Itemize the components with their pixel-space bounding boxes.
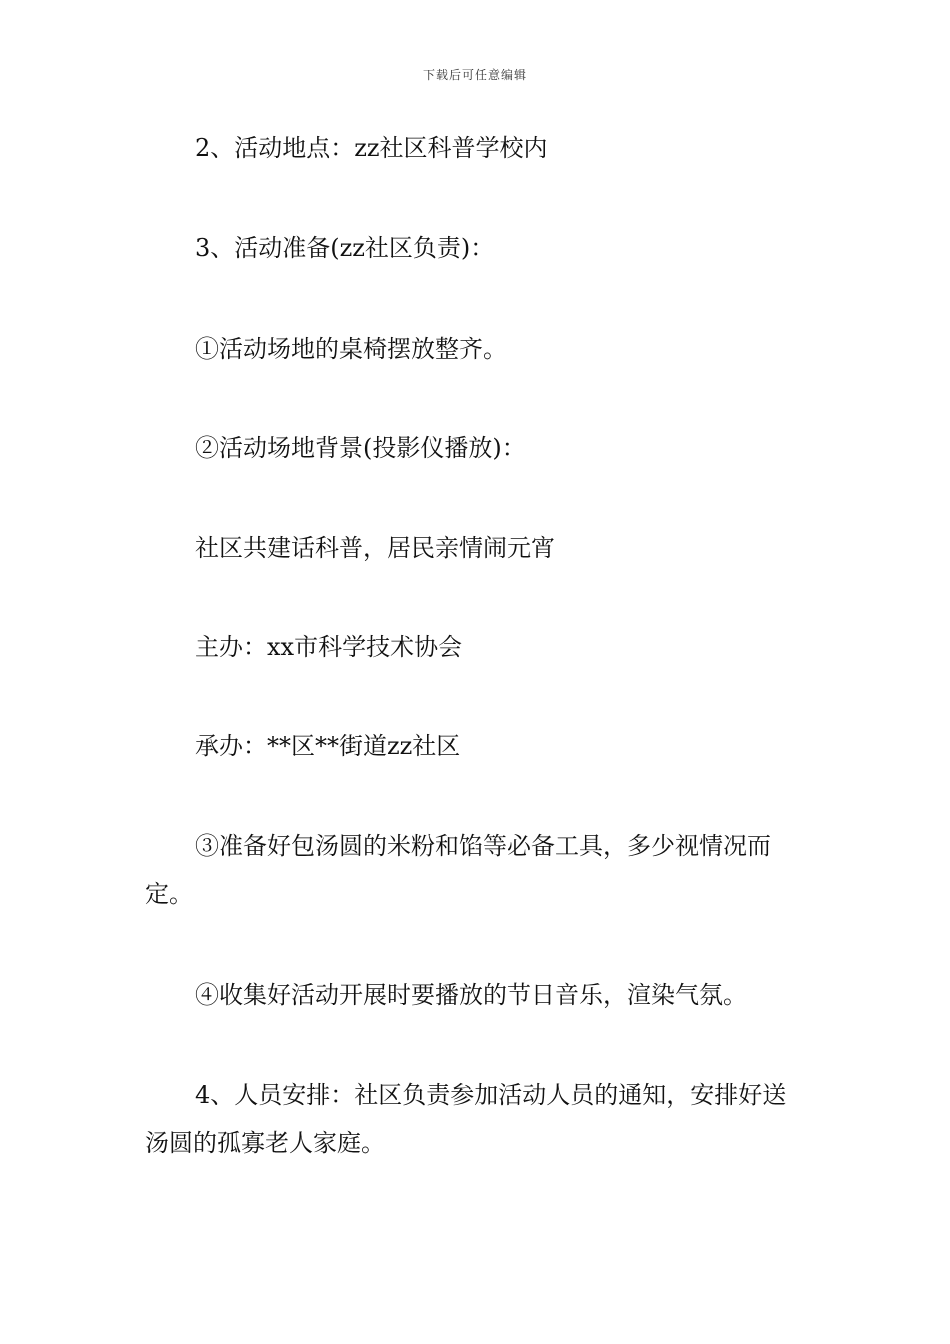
paragraph-item-1: ①活动场地的桌椅摆放整齐。 [195, 335, 507, 363]
paragraph-item-4: ④收集好活动开展时要播放的节日音乐，渲染气氛。 [195, 981, 747, 1009]
paragraph-organizer: 主办：xx市科学技术协会 [195, 633, 463, 661]
paragraph-item-3: ③准备好包汤圆的米粉和馅等必备工具，多少视情况而定。 [145, 832, 771, 908]
paragraph-item-2: ②活动场地背景(投影仪播放)： [195, 434, 526, 462]
paragraph-activity-preparation: 3、活动准备(zz社区负责)： [195, 234, 495, 262]
paragraph-staff-arrangement: 4、人员安排：社区负责参加活动人员的通知，安排好送汤圆的孤寡老人家庭。 [145, 1081, 787, 1157]
paragraph-background-slogan: 社区共建话科普，居民亲情闹元宵 [195, 534, 555, 562]
paragraph-activity-location: 2、活动地点：zz社区科普学校内 [195, 134, 548, 162]
paragraph-co-organizer: 承办：**区**街道zz社区 [195, 732, 461, 760]
page-header-note: 下载后可任意编辑 [422, 68, 527, 82]
